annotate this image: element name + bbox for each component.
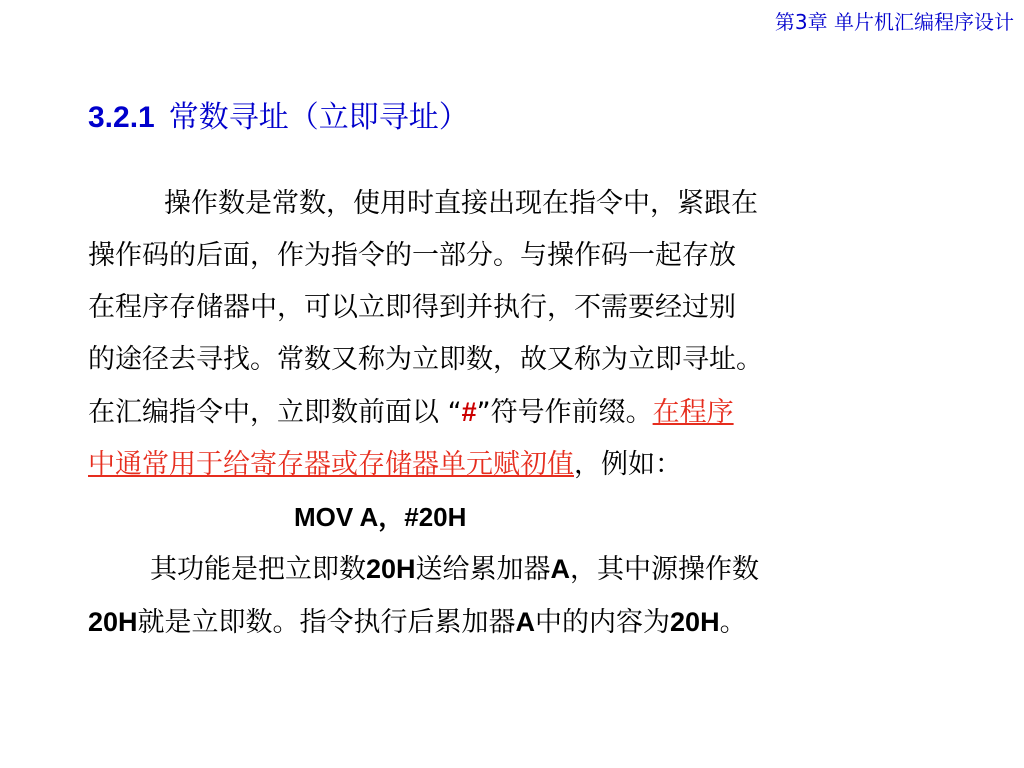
paragraph-line xyxy=(88,439,948,491)
highlighted-text: 在程序 xyxy=(652,397,734,428)
paragraph-line: 操作码的后面，作为指令的一部分。与操作码一起存放 xyxy=(88,240,736,271)
hash-symbol: # xyxy=(461,397,477,427)
paragraph-line xyxy=(88,386,948,439)
paragraph-line: 在程序存储器中，可以立即得到并执行，不需要经过别 xyxy=(88,292,736,323)
text-span: 中的内容为 xyxy=(535,607,671,638)
text-span: 其功能是把立即数 xyxy=(150,554,366,585)
text-span: 就是立即数。指令执行后累加器 xyxy=(137,607,516,638)
text-span: 20H xyxy=(670,607,720,637)
text-span: 送给累加器 xyxy=(415,554,551,585)
text-span: 。 xyxy=(719,607,747,638)
section-heading-text: 常数寻址（立即寻址） xyxy=(168,100,469,135)
paragraph-line: 的途径去寻找。常数又称为立即数，故又称为立即寻址。 xyxy=(88,344,763,375)
code-example: MOV A，#20H xyxy=(294,502,467,532)
chapter-header: 第3章 单片机汇编程序设计 xyxy=(774,10,1014,34)
paragraph-line: 操作数是常数，使用时直接出现在指令中，紧跟在 xyxy=(164,188,758,219)
paragraph-line xyxy=(88,543,948,596)
body-content xyxy=(88,178,948,649)
paragraph-line xyxy=(88,596,948,649)
text-span: 在汇编指令中，立即数前面以 “ xyxy=(88,397,462,428)
text-span: A xyxy=(550,554,571,584)
text-span: ”符号作前缀。 xyxy=(476,397,653,428)
section-number: 3.2.1 xyxy=(88,101,155,134)
text-span: 20H xyxy=(88,607,138,637)
text-span: ，其中源操作数 xyxy=(570,554,760,585)
text-span: ，例如： xyxy=(574,449,682,480)
highlighted-text: 中通常用于给寄存器或存储器单元赋初值 xyxy=(88,449,574,480)
text-span: 20H xyxy=(366,554,416,584)
section-title xyxy=(88,92,469,136)
text-span: A xyxy=(515,607,536,637)
